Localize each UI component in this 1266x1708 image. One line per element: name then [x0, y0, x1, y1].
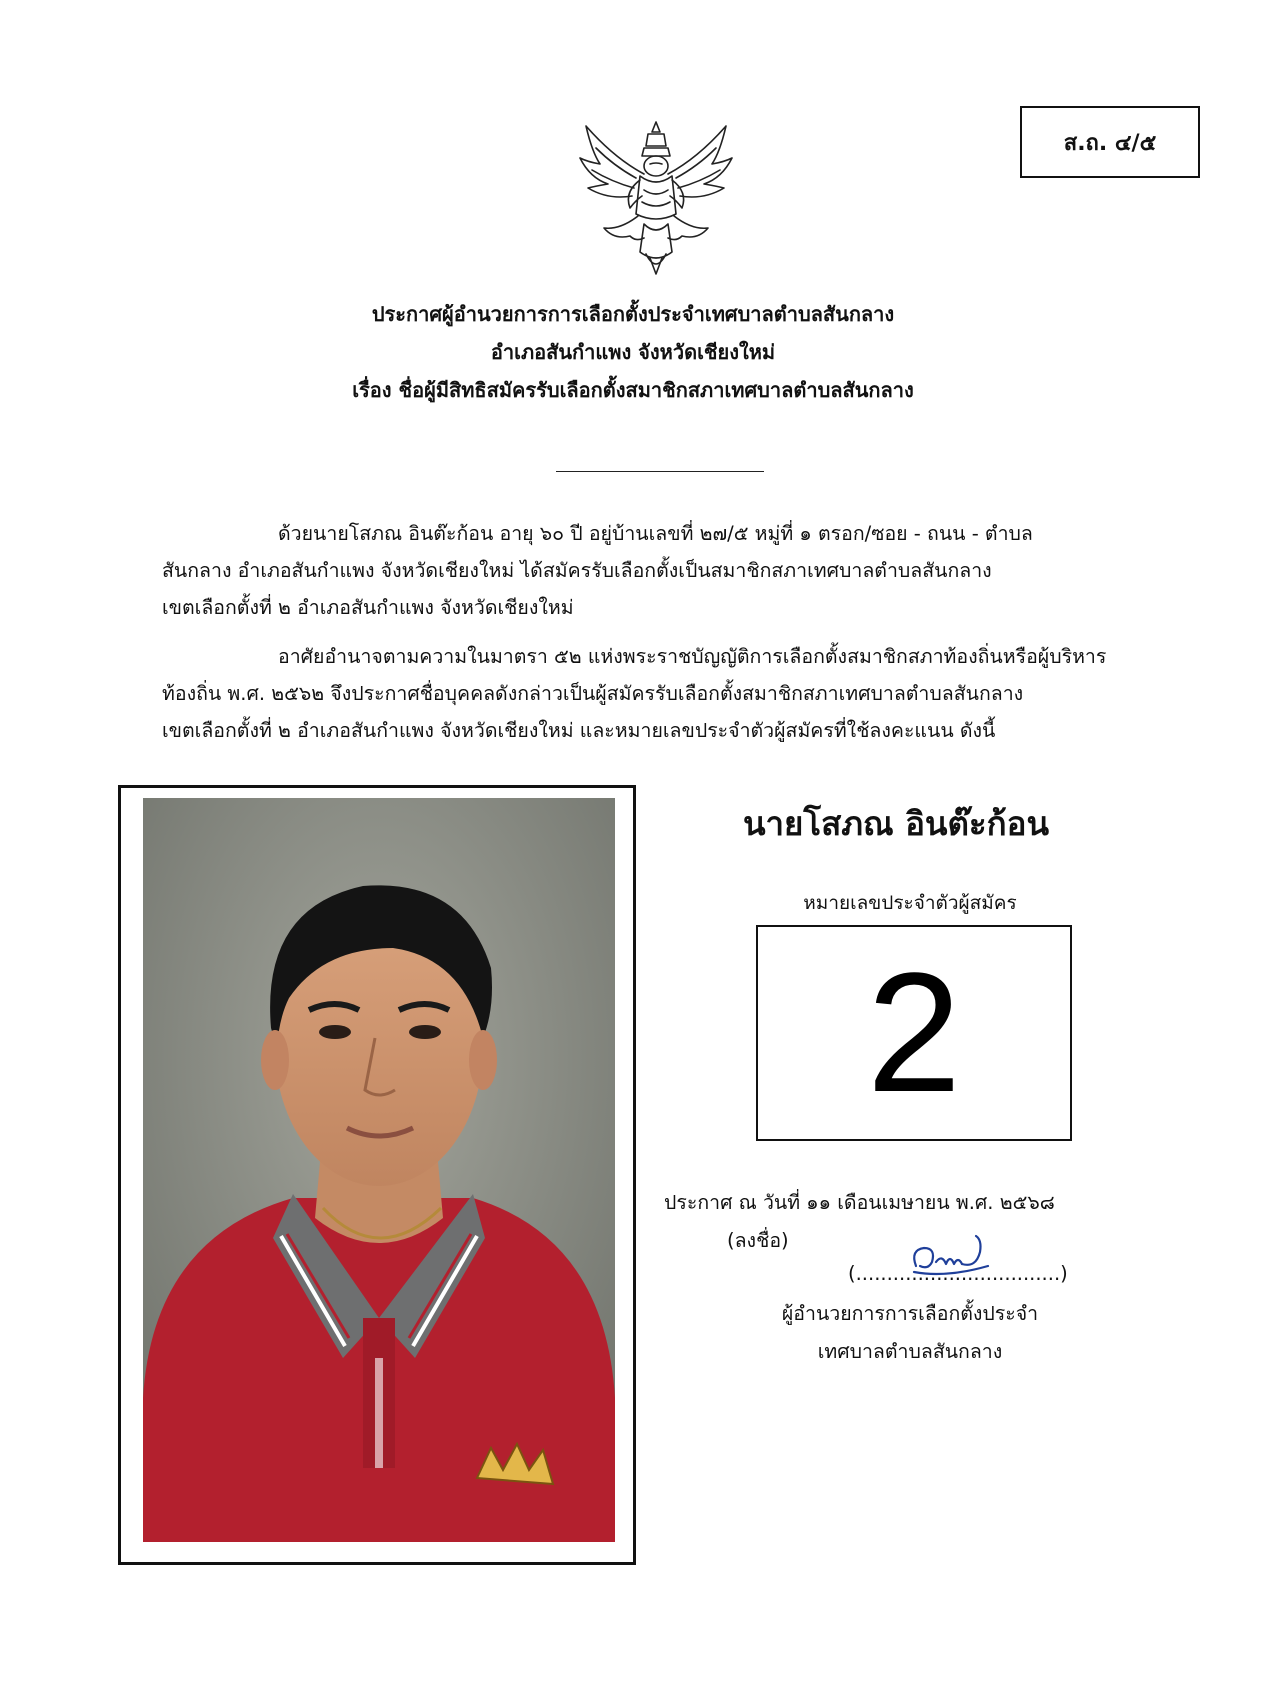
header-title: ประกาศผู้อำนวยการการเลือกตั้งประจำเทศบาลตำบลสันกลาง [371, 302, 895, 326]
candidate-name: นายโสภณ อินต๊ะก้อน [742, 804, 1050, 843]
header-subject: เรื่อง ชื่อผู้มีสิทธิสมัครรับเลือกตั้งสมาชิกสภาเทศบาลตำบลสันกลาง [352, 378, 914, 402]
form-code: ส.ถ. ๔/๕ [1063, 130, 1157, 156]
header-district: อำเภอสันกำแพง จังหวัดเชียงใหม่ [490, 340, 776, 364]
form-code-box [1020, 106, 1200, 178]
garuda-emblem-icon [574, 118, 738, 278]
paragraph-2-line-3: เขตเลือกตั้งที่ ๒ อำเภอสันกำแพง จังหวัดเชียงใหม่ และหมายเลขประจำตัวผู้สมัครที่ใช้ลงคะแนน ดังนี้ [162, 719, 996, 742]
signature-line: (.................................) [848, 1262, 1068, 1285]
announcement-date: ประกาศ ณ วันที่ ๑๑ เดือนเมษายน พ.ศ. ๒๕๖๘ [664, 1191, 1055, 1214]
paragraph-1-line-1: ด้วยนายโสภณ อินต๊ะก้อน อายุ ๖๐ ปี อยู่บ้านเลขที่ ๒๗/๕ หมู่ที่ ๑ ตรอก/ซอย - ถนน - ตำบล [278, 522, 1033, 545]
paragraph-2-line-1: อาศัยอำนาจตามความในมาตรา ๕๒ แห่งพระราชบัญญัติการเลือกตั้งสมาชิกสภาท้องถิ่นหรือผู้บริหาร [278, 645, 1107, 668]
candidate-photo [143, 798, 615, 1542]
header-divider [556, 471, 764, 472]
signed-label: (ลงชื่อ) [727, 1229, 789, 1252]
candidate-number-box [756, 925, 1072, 1141]
signer-title-line-1: ผู้อำนวยการการเลือกตั้งประจำ [781, 1302, 1039, 1325]
paragraph-1-line-3: เขตเลือกตั้งที่ ๒ อำเภอสันกำแพง จังหวัดเชียงใหม่ [162, 596, 574, 619]
candidate-number: 2 [866, 938, 962, 1128]
paragraph-1-line-2: สันกลาง อำเภอสันกำแพง จังหวัดเชียงใหม่ ได้สมัครรับเลือกตั้งเป็นสมาชิกสภาเทศบาลตำบลสันกลาง [162, 559, 992, 582]
paragraph-2-line-2: ท้องถิ่น พ.ศ. ๒๕๖๒ จึงประกาศชื่อบุคคลดังกล่าวเป็นผู้สมัครรับเลือกตั้งสมาชิกสภาเทศบาลตำบลสันกลาง [162, 682, 1024, 705]
signer-title-line-2: เทศบาลตำบลสันกลาง [817, 1340, 1003, 1363]
candidate-number-label: หมายเลขประจำตัวผู้สมัคร [803, 892, 1017, 914]
